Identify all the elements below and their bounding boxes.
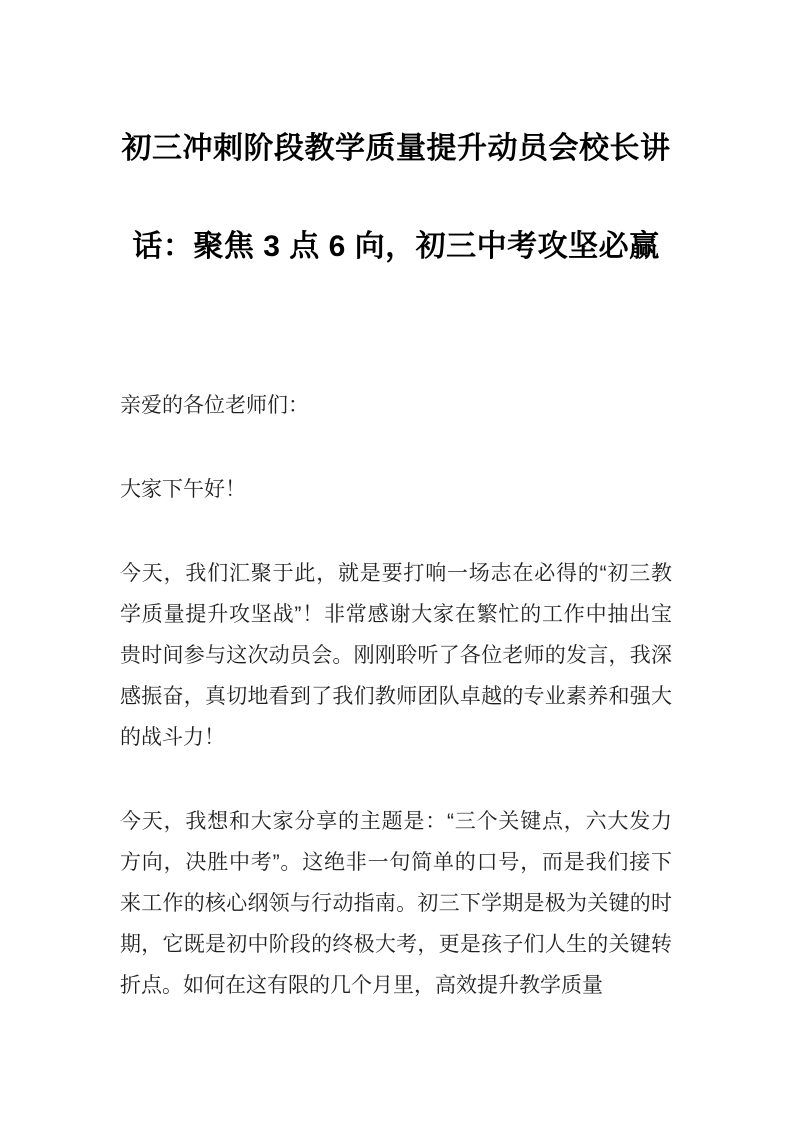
title-line-2: 话：聚焦 3 点 6 向，初三中考攻坚必赢 [132,230,660,263]
title-line-1: 初三冲刺阶段教学质量提升动员会校长讲 [121,132,671,165]
paragraph-greeting: 大家下午好！ [120,478,246,501]
paragraph-opening: 今天，我们汇聚于此，就是要打响一场志在必得的“初三教学质量提升攻坚战”！非常感谢大家在繁忙的工作中抽出宝贵时间参与这次动员会。刚刚聆听了各位老师的发言，我深感振奋，真切地看到了我们教师团队卓越的专业素养和强大的战斗力！ [120,562,672,749]
paragraph-theme: 今天，我想和大家分享的主题是：“三个关键点，六大发力方向，决胜中考”。这绝非一句简单的口号，而是我们接下来工作的核心纲领与行动指南。初三下学期是极为关键的时期，它既是初中阶段的终极大考，更是孩子们人生的关键转折点。如何在这有限的几个月里，高效提升教学质量 [120,810,672,997]
document-title [120,100,672,296]
paragraph-salutation: 亲爱的各位老师们： [120,394,309,417]
